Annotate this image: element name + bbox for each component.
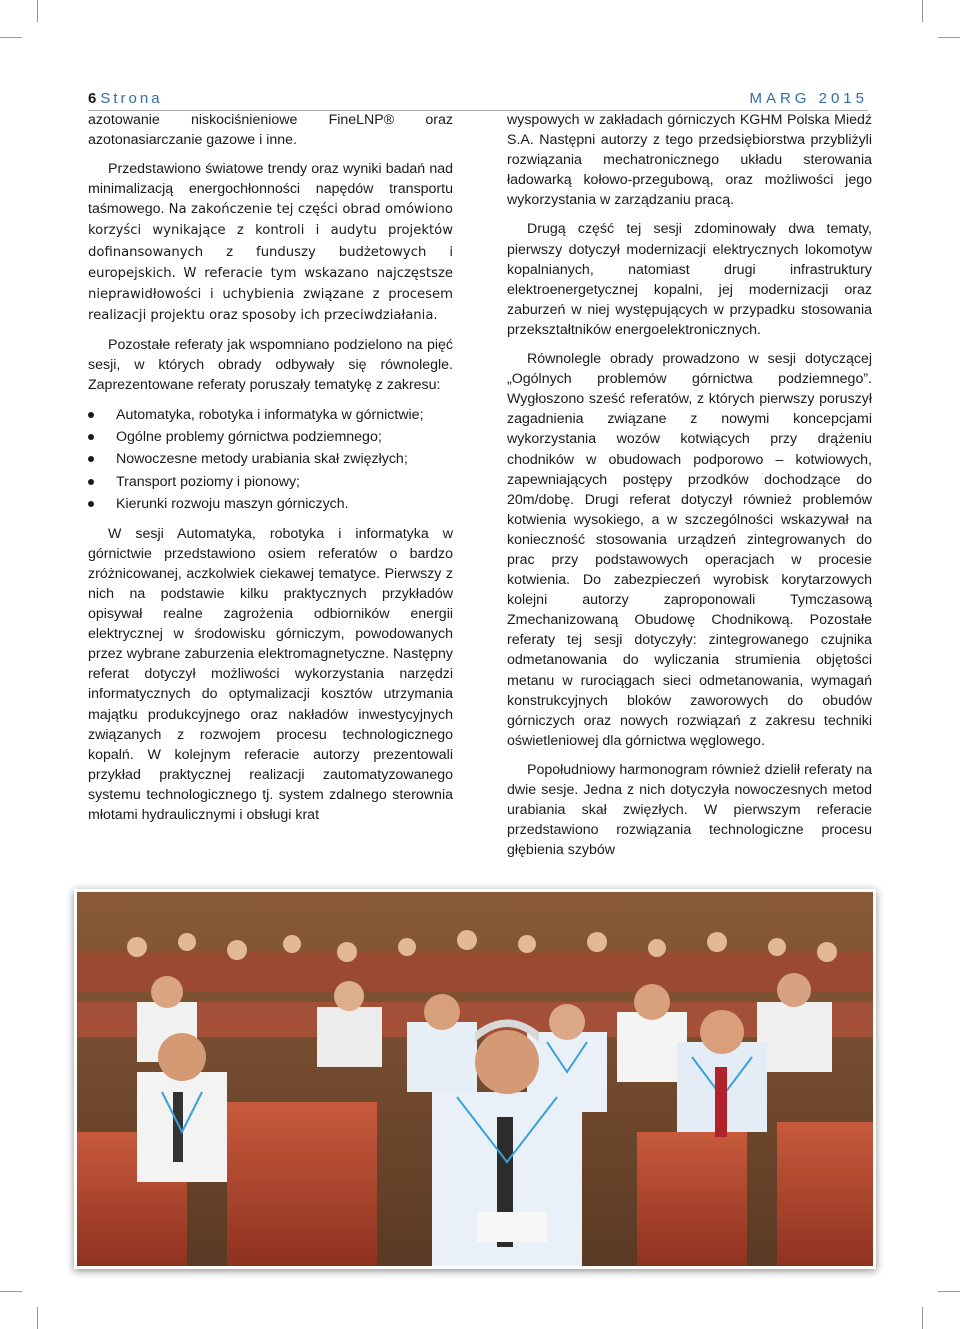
crop-mark-top-right: [922, 0, 923, 22]
paragraph-segment: W referacie tym wskazano najczęstsze nieprawidłowości i uchybienia związane z procesem realizacji projektu oraz sposoby ich przeciwdziałania.: [88, 265, 453, 323]
bullet-icon: [88, 412, 94, 418]
paragraph: W sesji Automatyka, robotyka i informatyka w górnictwie przedstawiono osiem referatów o bardzo zróżnicowanej, aczkolwiek ciekawej tematyce. Pierwszy z nich na podstawie kilku praktycznych przykładów opisywał realne zagrożenia odbiorników energii elektrycznej w środowisku górniczym, powodowanych przez wybrane zaburzenia elektromagnetyczne. Następny referat dotyczył możliwości wykorzystania narzędzi informatycznych do optymalizacji kosztów utrzymania majątku produkcyjnego oraz nakładów inwestycyjnych związanych z rozwojem procesu technologicznego kopalń. W kolejnym referacie autorzy prezentowali przykład praktycznej realizacji zautomatyzowanego systemu technologicznego tj. system zdalnego sterownia młotami hydraulicznymi i obsługi krat: [88, 525, 453, 823]
list-item: [88, 494, 453, 514]
left-column: [88, 110, 453, 834]
bullet-icon: [88, 456, 94, 462]
crop-mark-bottom-left: [37, 1307, 38, 1329]
paragraph: Drugą część tej sesji zdominowały dwa tematy, pierwszy dotyczył modernizacji elektrycznych lokomotyw kopalnianych, natomiast drugi infrastruktury elektroenergetycznej kopalni, jej modernizacji oraz zaburzeń w niej występujących w przypadku stosowania przekształtników energoelektronicznych.: [507, 221, 872, 338]
list-item: [88, 427, 453, 447]
list-item: [88, 472, 453, 492]
list-item-text: Kierunki rozwoju maszyn górniczych.: [116, 495, 349, 512]
list-item-text: Nowoczesne metody urabiania skał zwięzłych;: [116, 451, 408, 468]
issue-label: MARG 2015: [749, 90, 868, 107]
crop-mark-top-left: [37, 0, 38, 22]
right-column: [507, 110, 872, 869]
list-item: [88, 405, 453, 425]
list-item-text: Automatyka, robotyka i informatyka w górnictwie;: [116, 407, 424, 424]
audience-image: [77, 892, 873, 1266]
crop-mark-bottom-right: [922, 1307, 923, 1329]
paragraph-segment: Na zakończenie tej części obrad omówiono korzyści wynikające z kontroli i audytu projektów dofinansowanych z funduszy budżetowych i europejskich.: [88, 202, 453, 281]
crop-mark-top-right-h: [938, 37, 960, 38]
paragraph: [88, 159, 453, 326]
list-item-text: Ogólne problemy górnictwa podziemnego;: [116, 429, 382, 446]
paragraph: wyspowych w zakładach górniczych KGHM Polska Miedź S.A. Następni autorzy z tego przedsiębiorstwa przybliżyli rozwiązania mechatronicznego układu sterowania ładowarką kołowo-przegubową, oraz możliwości jego wykorzystania w zarządzaniu pracą.: [507, 112, 872, 209]
running-header: [88, 88, 868, 111]
page-label: [88, 90, 163, 107]
list-item-text: Transport poziomy i pionowy;: [116, 473, 300, 490]
page-number: 6: [88, 90, 97, 107]
paragraph: Równolegle obrady prowadzono w sesji dotyczącej „Ogólnych problemów górnictwa podziemnego”. Wygłoszono sześć referatów, z których pierwszy poruszył zagadnienia związane z nowymi koncepcjami wykorzystania wozów kotwiących przy drążeniu chodników w obudowach podporowo – kotwiowych, zapewniających postępy przodków dochodzące do 20m/dobę. Drugi referat dotyczył również problemów kotwienia wysokiego, a w szczególności wskazywał na konieczność stosowania urządzeń zintegrowanych do prac przy podstawowych operacjach w procesie kotwienia. Do zabezpieczeń wyrobisk korytarzowych kolejni autorzy zaproponowali Tymczasową Zmechanizowaną Obudowę Chodnikową. Pozostałe referaty tej sesji dotyczyły: zintegrowanego czujnika odmetanowania do wyliczania strumienia objętości metanu w rurociągach sieci odmetanowania, wymagań konstrukcyjnych bloków zaworowych do obudów górniczych oraz nowych rozwiązań z zakresu techniki oświetleniowej dla górnictwa węglowego.: [507, 351, 872, 749]
paragraph: Popołudniowy harmonogram również dzielił referaty na dwie sesje. Jedna z nich dotyczyła nowoczesnych metod urabiania skał zwięzłych. W pierwszym referacie przedstawiono rozwiązania technologiczne procesu głębienia szybów: [507, 761, 872, 859]
paragraph: Pozostałe referaty jak wspomniano podzielono na pięć sesji, w których obrady odbywały się równolegle. Zaprezentowane referaty poruszały tematykę z zakresu:: [88, 336, 453, 394]
list-item: [88, 449, 453, 469]
paragraph-segment: Przedstawiono światowe trendy oraz wyniki badań nad minimalizacją energochłonności napędów transportu taśmowego.: [88, 161, 453, 218]
bullet-icon: [88, 434, 94, 440]
topic-list: [88, 405, 453, 513]
page-word: Strona: [100, 90, 163, 107]
crop-mark-top-left-h: [0, 37, 22, 38]
bullet-icon: [88, 501, 94, 507]
paragraph: azotowanie niskociśnieniowe FineLNP® oraz azotonasiarczanie gazowe i inne.: [88, 112, 453, 149]
crop-mark-bottom-right-h: [938, 1291, 960, 1292]
conference-photo: [74, 889, 876, 1269]
bullet-icon: [88, 479, 94, 485]
crop-mark-bottom-left-h: [0, 1291, 22, 1292]
